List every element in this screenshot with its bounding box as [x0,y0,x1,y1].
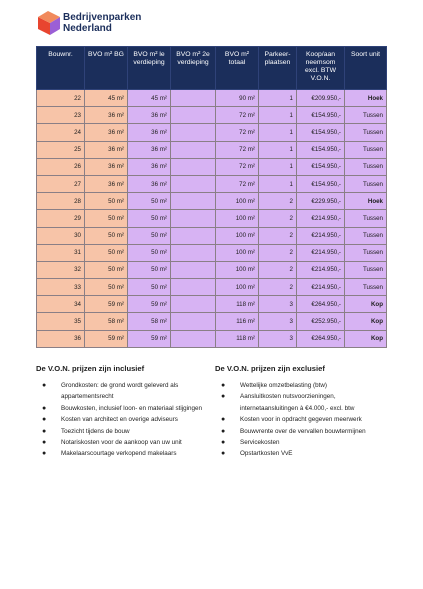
cell-bvo-bg: 36 m² [85,158,128,175]
cell-bvo-1e: 36 m² [128,158,171,175]
company-logo [36,10,166,38]
cell-prijs: €154.950,- [297,175,345,192]
cell-bvo-2e [171,175,216,192]
bullet-icon: ● [221,382,226,389]
cell-bvo-totaal: 118 m² [216,296,259,313]
cell-soort-unit: Tussen [345,227,387,244]
cell-bvo-bg: 50 m² [85,210,128,227]
list-item: ● Opstartkosten VvE [215,448,395,459]
cell-bvo-totaal: 100 m² [216,261,259,278]
table-row [37,210,387,227]
cell-soort-unit: Kop [345,330,387,347]
cell-parkeerplaatsen: 2 [259,210,297,227]
cell-bvo-bg: 36 m² [85,107,128,124]
cell-bvo-bg: 36 m² [85,175,128,192]
cell-bouwnr: 28 [37,193,85,210]
cell-soort-unit: Tussen [345,175,387,192]
cell-soort-unit: Hoek [345,90,387,107]
cell-prijs: €154.950,- [297,158,345,175]
bullet-icon: ● [221,450,226,458]
cell-soort-unit: Tussen [345,210,387,227]
logo-line-1: Bedrijvenparken [63,12,142,23]
cell-bvo-1e: 50 m² [128,279,171,296]
cell-prijs: €252.950,- [297,313,345,330]
cell-bvo-2e [171,261,216,278]
exclusief-section [215,364,395,460]
cell-parkeerplaatsen: 3 [259,296,297,313]
bullet-icon: ● [221,393,226,401]
cell-prijs: €154.950,- [297,107,345,124]
cell-parkeerplaatsen: 1 [259,90,297,107]
header-prijs: Koop/aan neemsom excl. BTW V.O.N. [297,47,345,90]
cell-bvo-totaal: 72 m² [216,175,259,192]
table-row [37,193,387,210]
exclusief-list [215,380,395,460]
cell-bvo-totaal: 116 m² [216,313,259,330]
header-bvo-bg: BVO m² BG [85,47,128,90]
cell-bouwnr: 27 [37,175,85,192]
table-row [37,279,387,296]
cell-bvo-1e: 45 m² [128,90,171,107]
header-bvo-2e: BVO m² 2e verdieping [171,47,216,90]
list-item: ● Toezicht tijdens de bouw [36,426,216,437]
header-bvo-totaal: BVO m² totaal [216,47,259,90]
cell-bvo-2e [171,296,216,313]
cell-prijs: €154.950,- [297,124,345,141]
cell-parkeerplaatsen: 3 [259,313,297,330]
cell-prijs: €264.950,- [297,330,345,347]
logo-wordmark [63,12,141,34]
cell-bvo-2e [171,141,216,158]
cell-prijs: €214.950,- [297,210,345,227]
bullet-icon: ● [221,439,226,447]
cell-bvo-totaal: 72 m² [216,107,259,124]
bullet-icon: ● [42,439,47,447]
list-item: ● Servicekosten [215,437,395,448]
table-header-row [37,47,387,90]
cell-parkeerplaatsen: 2 [259,261,297,278]
cell-bvo-1e: 36 m² [128,124,171,141]
cell-parkeerplaatsen: 2 [259,244,297,261]
inclusief-title: De V.O.N. prijzen zijn inclusief [36,364,145,373]
cell-prijs: €154.950,- [297,141,345,158]
cell-parkeerplaatsen: 1 [259,175,297,192]
cell-bvo-totaal: 100 m² [216,193,259,210]
cell-soort-unit: Tussen [345,261,387,278]
cell-bvo-totaal: 72 m² [216,124,259,141]
cell-bvo-1e: 50 m² [128,227,171,244]
cell-bouwnr: 29 [37,210,85,227]
bullet-icon: ● [42,404,47,412]
table-row [37,227,387,244]
cell-bouwnr: 24 [37,124,85,141]
cell-bvo-1e: 50 m² [128,261,171,278]
cell-bvo-totaal: 100 m² [216,279,259,296]
cell-bvo-2e [171,330,216,347]
cell-bvo-bg: 58 m² [85,313,128,330]
cell-bvo-bg: 50 m² [85,193,128,210]
cell-parkeerplaatsen: 2 [259,193,297,210]
cell-bvo-1e: 36 m² [128,107,171,124]
cell-soort-unit: Kop [345,313,387,330]
cell-bvo-1e: 58 m² [128,313,171,330]
cell-bvo-totaal: 90 m² [216,90,259,107]
cell-bvo-2e [171,193,216,210]
cell-parkeerplaatsen: 1 [259,124,297,141]
cell-bvo-1e: 50 m² [128,244,171,261]
header-bouwnr: Bouwnr. [37,47,85,90]
bullet-icon: ● [42,450,47,458]
list-item: ● Bouwkosten, inclusief loon- en materiaal stijgingen [36,403,216,414]
cell-prijs: €229.950,- [297,193,345,210]
cell-bvo-2e [171,279,216,296]
cell-prijs: €214.950,- [297,244,345,261]
cell-bvo-bg: 50 m² [85,244,128,261]
cell-bvo-1e: 59 m² [128,296,171,313]
bullet-icon: ● [42,382,47,389]
table-row [37,107,387,124]
cell-bvo-2e [171,90,216,107]
cell-bouwnr: 30 [37,227,85,244]
cell-bouwnr: 22 [37,90,85,107]
inclusief-list [36,380,216,460]
cell-bvo-2e [171,313,216,330]
cell-bvo-bg: 50 m² [85,261,128,278]
cell-prijs: €209.950,- [297,90,345,107]
cell-bvo-totaal: 100 m² [216,244,259,261]
bullet-icon: ● [221,416,226,424]
list-item: ● Bouwvrente over de vervallen bouwtermijnen [215,426,395,437]
cell-bvo-2e [171,124,216,141]
cell-bvo-bg: 50 m² [85,227,128,244]
units-price-table [36,46,387,348]
header-bvo-1e: BVO m² le verdieping [128,47,171,90]
cell-prijs: €214.950,- [297,261,345,278]
cell-bouwnr: 25 [37,141,85,158]
cell-bvo-bg: 36 m² [85,141,128,158]
cell-bvo-bg: 45 m² [85,90,128,107]
cell-bvo-2e [171,227,216,244]
cell-bvo-bg: 50 m² [85,279,128,296]
cell-bvo-2e [171,244,216,261]
bullet-icon: ● [221,427,226,435]
cell-bouwnr: 33 [37,279,85,296]
cell-parkeerplaatsen: 2 [259,279,297,296]
cell-bouwnr: 32 [37,261,85,278]
cell-bvo-totaal: 100 m² [216,227,259,244]
table-row [37,124,387,141]
cell-bouwnr: 35 [37,313,85,330]
cell-bouwnr: 36 [37,330,85,347]
table-row [37,141,387,158]
cell-bvo-totaal: 118 m² [216,330,259,347]
header-parkeerplaatsen: Parkeer-plaatsen [259,47,297,90]
table-row [37,90,387,107]
cell-bvo-1e: 36 m² [128,141,171,158]
cell-soort-unit: Tussen [345,107,387,124]
list-item: ● Kosten voor in opdracht gegeven meerwerk [215,414,395,425]
bullet-icon: ● [42,427,47,435]
cell-bvo-2e [171,158,216,175]
cell-prijs: €214.950,- [297,279,345,296]
table-row [37,175,387,192]
cell-prijs: €264.950,- [297,296,345,313]
table-row [37,244,387,261]
cell-bvo-1e: 36 m² [128,175,171,192]
header-soort-unit: Soort unit [345,47,387,90]
cell-bvo-totaal: 100 m² [216,210,259,227]
cell-parkeerplaatsen: 1 [259,141,297,158]
cell-bvo-bg: 36 m² [85,124,128,141]
logo-mark-icon [36,11,62,35]
cell-parkeerplaatsen: 1 [259,107,297,124]
list-item: ● Kosten van architect en overige adviseurs [36,414,216,425]
cell-prijs: €214.950,- [297,227,345,244]
cell-bvo-2e [171,210,216,227]
list-item: ● Notariskosten voor de aankoop van uw unit [36,437,216,448]
cell-soort-unit: Tussen [345,244,387,261]
list-item: ● Grondkosten: de grond wordt geleverd als appartementsrecht [42,382,179,401]
cell-parkeerplaatsen: 1 [259,158,297,175]
cell-bvo-bg: 59 m² [85,296,128,313]
cell-bvo-1e: 50 m² [128,193,171,210]
cell-bvo-1e: 50 m² [128,210,171,227]
table-row [37,158,387,175]
list-item: ● Wettelijke omzetbelasting (btw) [215,380,395,391]
cell-parkeerplaatsen: 3 [259,330,297,347]
table-row [37,261,387,278]
cell-soort-unit: Tussen [345,158,387,175]
cell-soort-unit: Hoek [345,193,387,210]
cell-bouwnr: 26 [37,158,85,175]
cell-bvo-bg: 59 m² [85,330,128,347]
cell-parkeerplaatsen: 2 [259,227,297,244]
table-body [37,90,387,348]
cell-bvo-totaal: 72 m² [216,158,259,175]
exclusief-title: De V.O.N. prijzen zijn exclusief [215,364,325,373]
cell-bvo-1e: 59 m² [128,330,171,347]
cell-bvo-2e [171,107,216,124]
cell-soort-unit: Tussen [345,124,387,141]
cell-bvo-totaal: 72 m² [216,141,259,158]
cell-bouwnr: 34 [37,296,85,313]
cell-soort-unit: Kop [345,296,387,313]
list-item: ● Aansluitkosten nutsvoorzieningen, internetaansluitingen à €4.000,- excl. btw [221,393,355,412]
cell-bouwnr: 31 [37,244,85,261]
table-row [37,296,387,313]
bullet-icon: ● [42,416,47,424]
table-row [37,330,387,347]
list-item: ● Makelaarscourtage verkopend makelaars [36,448,216,459]
cell-soort-unit: Tussen [345,279,387,296]
table-row [37,313,387,330]
cell-bouwnr: 23 [37,107,85,124]
cell-soort-unit: Tussen [345,141,387,158]
inclusief-section [36,364,216,460]
logo-line-2: Nederland [63,23,112,34]
